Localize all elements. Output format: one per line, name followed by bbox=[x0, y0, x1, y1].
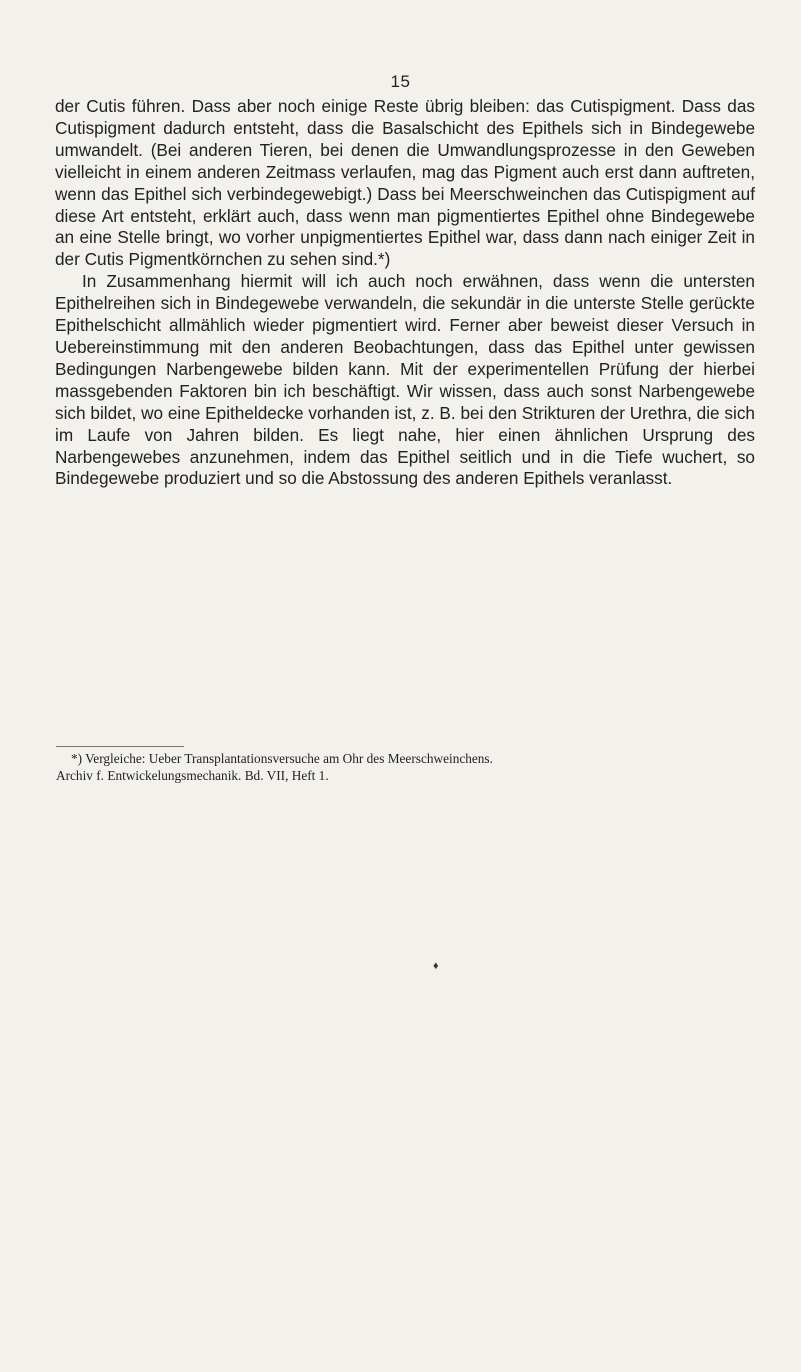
paragraph-2: In Zusammenhang hiermit will ich auch noch erwähnen, dass wenn die untersten Epithelreihen sich in Bindegewebe verwandeln, die sekundär in die unterste Stelle gerückte Epithelschicht allmählich wieder pigmentiert wird. Ferner aber beweist dieser Versuch in Uebereinstimmung mit den anderen Beobachtungen, dass das Epithel unter gewissen Bedingungen Narbengewebe bilden kann. Mit der experimentellen Prüfung der hierbei massgebenden Faktoren bin ich beschäftigt. Wir wissen, dass auch sonst Narbengewebe sich bildet, wo eine Epitheldecke vorhanden ist, z. B. bei den Strikturen der Urethra, die sich im Laufe von Jahren bilden. Es liegt nahe, hier einen ähnlichen Ursprung des Narbengewebes anzunehmen, indem das Epithel seitlich und in die Tiefe wuchert, so Bindegewebe produziert und so die Abstossung des anderen Epithels veranlasst. bbox=[55, 271, 755, 489]
page-number: 15 bbox=[390, 72, 411, 91]
footnote-divider bbox=[56, 746, 184, 747]
footnote bbox=[56, 750, 756, 784]
footnote-line-2: Archiv f. Entwickelungsmechanik. Bd. VII, Heft 1. bbox=[56, 768, 329, 783]
body-text bbox=[55, 96, 755, 490]
stray-mark: ♦ bbox=[433, 960, 439, 972]
footnote-line-1: *) Vergleiche: Ueber Transplantationsversuche am Ohr des Meerschweinchens. bbox=[71, 751, 493, 766]
paragraph-1: der Cutis führen. Dass aber noch einige Reste übrig bleiben: das Cutispigment. Dass das Cutispigment dadurch entsteht, dass die Basalschicht des Epithels sich in Bindegewebe umwandelt. (Bei anderen Tieren, bei denen die Umwandlungsprozesse in den Geweben vielleicht in einem anderen Zeitmass verlaufen, mag das Pigment auch erst dann auftreten, wenn das Epithel sich verbindegewebigt.) Dass bei Meerschweinchen das Cutispigment auf diese Art entsteht, erklärt auch, dass wenn man pigmentiertes Epithel ohne Bindegewebe an eine Stelle bringt, wo vorher unpigmentiertes Epithel war, dass dann nach einiger Zeit in der Cutis Pigmentkörnchen zu sehen sind.*) bbox=[55, 96, 755, 270]
